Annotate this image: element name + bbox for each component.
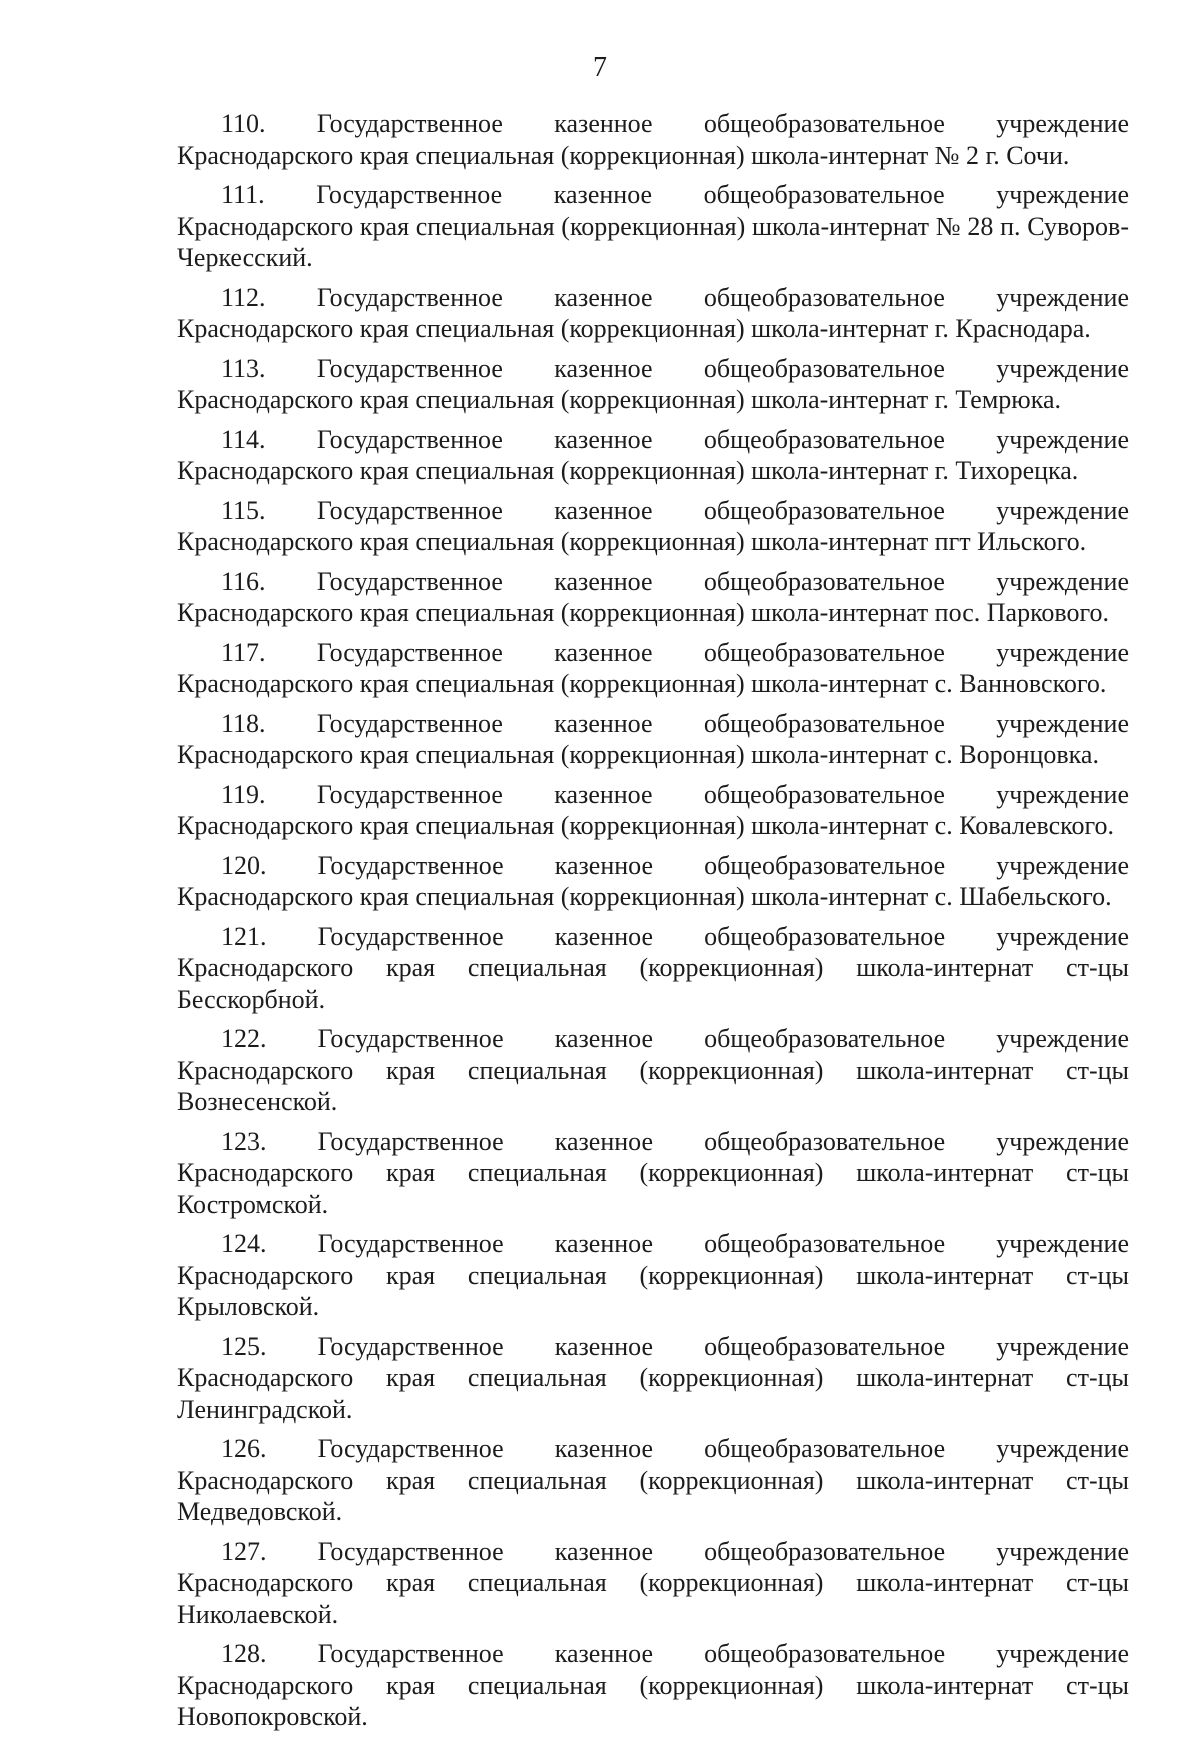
institution-list (177, 108, 1129, 1741)
list-item: 112. Государственное казенное общеобразовательное учреждение Краснодарского края специальная (коррекционная) школа-интернат г. Краснодара. (177, 282, 1129, 343)
list-item: 123. Государственное казенное общеобразовательное учреждение Краснодарского края специальная (коррекционная) школа-интернат ст-цы Костромской. (177, 1126, 1129, 1219)
list-item: 117. Государственное казенное общеобразовательное учреждение Краснодарского края специальная (коррекционная) школа-интернат с. Ванновского. (177, 637, 1129, 698)
list-item: 122. Государственное казенное общеобразовательное учреждение Краснодарского края специальная (коррекционная) школа-интернат ст-цы Вознесенской. (177, 1024, 1129, 1116)
list-item: 113. Государственное казенное общеобразовательное учреждение Краснодарского края специальная (коррекционная) школа-интернат г. Темрюка. (177, 353, 1129, 414)
list-item: 121. Государственное казенное общеобразовательное учреждение Краснодарского края специальная (коррекционная) школа-интернат ст-цы Бесскорбной. (177, 921, 1129, 1014)
list-item: 110. Государственное казенное общеобразовательное учреждение Краснодарского края специальная (коррекционная) школа-интернат № 2 г. Сочи. (177, 109, 1129, 170)
list-item: 127. Государственное казенное общеобразовательное учреждение Краснодарского края специальная (коррекционная) школа-интернат ст-цы Николаевской. (177, 1536, 1129, 1629)
page-number: 7 (593, 52, 607, 83)
list-item: 118. Государственное казенное общеобразовательное учреждение Краснодарского края специальная (коррекционная) школа-интернат с. Воронцовка. (177, 708, 1129, 769)
list-item: 114. Государственное казенное общеобразовательное учреждение Краснодарского края специальная (коррекционная) школа-интернат г. Тихорецка. (177, 424, 1129, 485)
list-item: 120. Государственное казенное общеобразовательное учреждение Краснодарского края специальная (коррекционная) школа-интернат с. Шабельского. (177, 850, 1129, 911)
list-item: 126. Государственное казенное общеобразовательное учреждение Краснодарского края специальная (коррекционная) школа-интернат ст-цы Медведовской. (177, 1434, 1129, 1526)
list-item: 119. Государственное казенное общеобразовательное учреждение Краснодарского края специальная (коррекционная) школа-интернат с. Ковалевского. (177, 779, 1129, 840)
list-item: 116. Государственное казенное общеобразовательное учреждение Краснодарского края специальная (коррекционная) школа-интернат пос. Паркового. (177, 566, 1129, 627)
list-item: 128. Государственное казенное общеобразовательное учреждение Краснодарского края специальная (коррекционная) школа-интернат ст-цы Новопокровской. (177, 1639, 1129, 1731)
list-item: 125. Государственное казенное общеобразовательное учреждение Краснодарского края специальная (коррекционная) школа-интернат ст-цы Ленинградской. (177, 1331, 1129, 1424)
list-item: 111. Государственное казенное общеобразовательное учреждение Краснодарского края специальная (коррекционная) школа-интернат № 28 п. Суворов-Черкесский. (177, 180, 1129, 272)
list-item: 124. Государственное казенное общеобразовательное учреждение Краснодарского края специальная (коррекционная) школа-интернат ст-цы Крыловской. (177, 1229, 1129, 1321)
list-item: 115. Государственное казенное общеобразовательное учреждение Краснодарского края специальная (коррекционная) школа-интернат пгт Ильского. (177, 495, 1129, 556)
